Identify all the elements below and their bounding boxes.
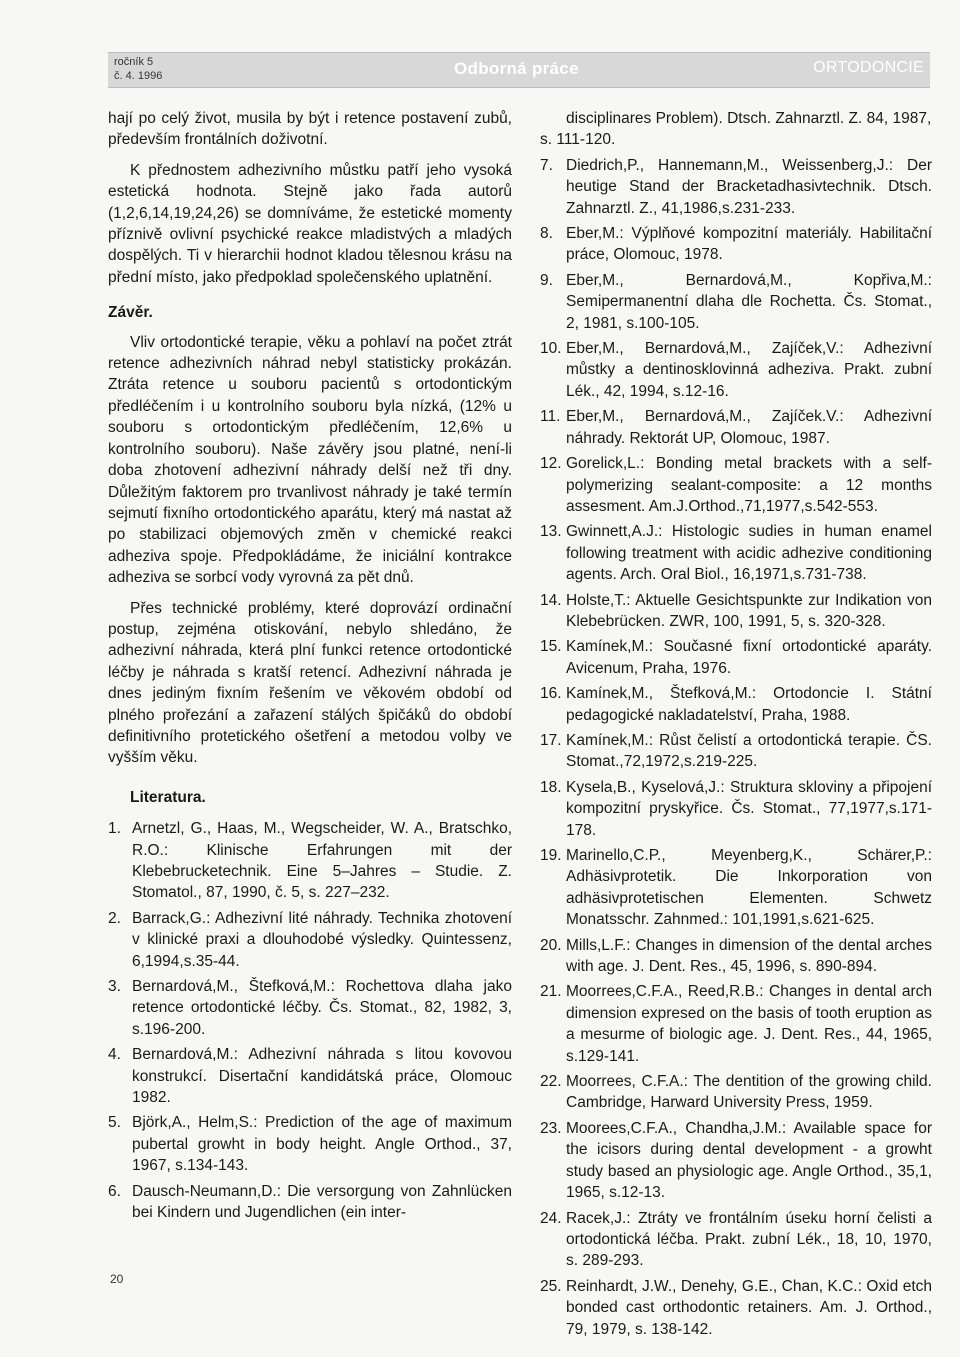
conclusion-paragraph: Přes technické problémy, které doprovází ordinační postup, zejména otiskování, nebylo shledáno, že adhezivní náhrada, která plní funkci retence ortodontické léčby je náhrada s kratší retencí. Adhezivní náhrada je dnes jediným fixním řešením ve věkovém období od plného prořezání a zařazení stálých špičáků do období definitivního protetického ošetření a metodou volby ve vyšším věku. bbox=[108, 599, 512, 767]
body-paragraph: hají po celý život, musila by být i retence postavení zubů, především frontálních doživotní. bbox=[108, 110, 512, 149]
reference-number: 11. bbox=[540, 408, 561, 426]
reference-number: 4. bbox=[108, 1046, 121, 1064]
reference-text: Kysela,B., Kyselová,J.: Struktura skloviny a připojení kompozitní pryskyřice. Čs. Stomat., 77,1977,s.171-178. bbox=[566, 778, 932, 839]
reference-text: disciplinares Problem). Dtsch. Zahnarztl. Z. 84, 1987, s. 111-120. bbox=[540, 110, 932, 149]
reference-item bbox=[540, 730, 932, 773]
reference-continuation bbox=[540, 108, 932, 151]
reference-item bbox=[540, 981, 932, 1067]
reference-text: Gorelick,L.: Bonding metal brackets with a self-polymerizing sealant-composite: a 12 months assesment. Am.J.Orthod.,71,1977,s.542-553. bbox=[566, 455, 932, 515]
reference-item bbox=[108, 1181, 512, 1224]
reference-text: Mills,L.F.: Changes in dimension of the dental arches with age. J. Dent. Res., 45, 1996, s. 890-894. bbox=[566, 936, 932, 976]
reference-number: 18. bbox=[540, 778, 562, 796]
reference-item bbox=[540, 590, 932, 633]
reference-item bbox=[108, 976, 512, 1040]
conclusion-paragraph: Vliv ortodontické terapie, věku a pohlaví na počet ztrát retence adhezivních náhrad nebyl statisticky prokázán. Ztráta retence u souboru pacientů s ortodontickým předléčením i u kontrolního souboru byla nízká, (12% u souboru s ortodontickým předléčením, 12,6% u kontrolního souboru). Naše závěry jsou platné, není-li doba zhotovení adhezivní náhrady delší než tři dny. Důležitým faktorem pro trvanlivost náhrady je také termín sejmutí fixního ortodontického aparátu, který má nastat až po stabilizaci objemových změn v chemické reakci adheziva spoje. Předpokládáme, že iniciální kontrakce adheziva se sorbcí vody vyrovná za pět dnů. bbox=[108, 333, 512, 587]
volume-label: ročník 5 bbox=[114, 56, 154, 68]
section-title: Odborná práce bbox=[454, 59, 579, 78]
reference-item bbox=[540, 1208, 932, 1272]
reference-text: Eber,M., Bernardová,M., Kopřiva,M.: Semipermanentní dlaha dle Rochetta. Čs. Stomat., 2, 1981, s.100-105. bbox=[566, 271, 932, 332]
reference-number: 23. bbox=[540, 1119, 562, 1137]
reference-text: Gwinnett,A.J.: Histologic sudies in human enamel following treatment with acidic adhezive conditioning agents. Arch. Oral Biol., 16,1971,s.731-738. bbox=[566, 523, 932, 584]
reference-item bbox=[540, 155, 932, 219]
issue-info bbox=[114, 55, 162, 83]
issue-label: č. 4. 1996 bbox=[114, 70, 163, 82]
reference-text: Dausch-Neumann,D.: Die versorgung von Zahnlücken bei Kindern und Jugendlichen (ein inter- bbox=[132, 1182, 512, 1222]
conclusion-heading: Závěr. bbox=[108, 304, 153, 322]
reference-item bbox=[540, 777, 932, 841]
reference-item bbox=[540, 453, 932, 517]
reference-text: Bernardová,M., Štefková,M.: Rochettova dlaha jako retence ortodontické léčby. Čs. Stomat., 82, 1982, 3, s.196-200. bbox=[132, 978, 512, 1038]
reference-item bbox=[108, 1112, 512, 1176]
reference-number: 14. bbox=[540, 591, 562, 609]
reference-number: 3. bbox=[108, 978, 121, 996]
reference-number: 20. bbox=[540, 936, 562, 954]
reference-text: Eber,M.: Výplňové kompozitní materiály. Habilitační práce, Olomouc, 1978. bbox=[566, 225, 932, 264]
reference-item bbox=[540, 636, 932, 679]
literature-heading: Literatura. bbox=[130, 788, 206, 806]
reference-item bbox=[540, 521, 932, 585]
reference-number: 6. bbox=[108, 1182, 121, 1200]
reference-number: 9. bbox=[540, 271, 553, 289]
reference-item bbox=[540, 845, 932, 931]
reference-number: 10. bbox=[540, 340, 562, 358]
reference-item bbox=[108, 818, 512, 904]
reference-text: Reinhardt, J.W., Denehy, G.E., Chan, K.C.: Oxid etch bonded cast orthodontic retainers. Am. J. Orthod., 79, 1979, s. 138-142. bbox=[566, 1277, 932, 1338]
body-paragraph: K přednostem adhezivního můstku patří jeho vysoká estetická hodnota. Stejně jako řada autorů (1,2,6,14,19,24,26) se domníváme, že estetické momenty příznivě ovlivní psychické reakce mladistvých a mladých dospělých. Ti v hierarchii hodnot kladou tělesnou krásu na přední místo, jako předpoklad společenského uplatnění. bbox=[108, 161, 512, 286]
reference-item bbox=[540, 223, 932, 266]
reference-number: 12. bbox=[540, 455, 562, 473]
reference-text: Moorrees,C.F.A., Reed,R.B.: Changes in dental arch dimension expresed on the basis of tooth eruption as a mesurme of biologic age. J. Dent. Res., 44, 1965, s.129-141. bbox=[566, 983, 932, 1065]
left-column bbox=[108, 108, 512, 1228]
reference-item bbox=[540, 1118, 932, 1204]
reference-item bbox=[540, 683, 932, 726]
reference-text: Bernardová,M.: Adhezivní náhrada s litou kovovou konstrukcí. Disertační kandidátská práce, Olomouc 1982. bbox=[132, 1046, 512, 1107]
reference-text: Arnetzl, G., Haas, M., Wegscheider, W. A., Bratschko, R.O.: Klinische Erfahrungen mit der Klebebrucketechnik. Eine 5–Jahres – Studie. Z. Stomatol., 87, 1990, č. 5, s. 227–232. bbox=[132, 820, 512, 902]
reference-item bbox=[540, 406, 932, 449]
reference-text: Björk,A., Helm,S.: Prediction of the age of maximum pubertal growht in body height. Angle Orthod., 37, 1967, s.134-143. bbox=[132, 1114, 512, 1175]
reference-number: 13. bbox=[540, 523, 562, 541]
reference-text: Marinello,C.P., Meyenberg,K., Schärer,P.: Adhäsivprotetik. Die Inkorporation von adhäsivprotetischen Elementen. Schwetz Monatsschr. Zahnmed.: 101,1991,s.621-625. bbox=[566, 847, 932, 929]
reference-number: 7. bbox=[540, 156, 553, 174]
reference-text: Moorrees, C.F.A.: The dentition of the growing child. Cambridge, Harward University Press, 1959. bbox=[566, 1073, 932, 1112]
running-header bbox=[108, 52, 930, 88]
reference-text: Moorees,C.F.A., Chandha,J.M.: Available space for the icisors during dental development - a growht study based an physiologic age. Angle Orthod., 35,1, 1965, s.12-13. bbox=[566, 1119, 932, 1202]
reference-text: Diedrich,P., Hannemann,M., Weissenberg,J.: Der heutige Stand der Bracketadhasivtechnik. Dtsch. Zahnarztl. Z., 41,1986,s.231-233. bbox=[566, 156, 932, 217]
page-number: 20 bbox=[110, 1272, 124, 1286]
reference-text: Racek,J.: Ztráty ve frontálním úseku horní čelisti a ortodontická léčba. Prakt. zubní Lék., 18, 10, 1970, s. 289-293. bbox=[566, 1209, 932, 1270]
reference-number: 21. bbox=[540, 983, 562, 1001]
reference-number: 15. bbox=[540, 638, 562, 656]
reference-text: Eber,M., Bernardová,M., Zajíček,V.: Adhezivní můstky a dentinosklovinná adheziva. Prakt. zubní Lék., 42, 1994, s.12-16. bbox=[566, 340, 932, 400]
reference-number: 25. bbox=[540, 1277, 562, 1295]
reference-number: 19. bbox=[540, 847, 562, 864]
reference-item bbox=[540, 338, 932, 402]
reference-item bbox=[540, 1071, 932, 1114]
reference-item bbox=[540, 1276, 932, 1340]
reference-item bbox=[108, 1044, 512, 1108]
reference-number: 1. bbox=[108, 820, 121, 838]
reference-text: Barrack,G.: Adhezivní lité náhrady. Technika zhotovení v klinické praxi a dlouhodobé výsledky. Quintessenz, 6,1994,s.35-44. bbox=[132, 909, 512, 970]
reference-text: Holste,T.: Aktuelle Gesichtspunkte zur Indikation von Klebebrücken. ZWR, 100, 1991, 5, s. 320-328. bbox=[566, 591, 932, 630]
journal-title: ORTODONCIE bbox=[813, 59, 924, 76]
reference-number: 2. bbox=[108, 909, 121, 927]
reference-number: 5. bbox=[108, 1114, 121, 1132]
reference-number: 22. bbox=[540, 1073, 562, 1091]
reference-number: 8. bbox=[540, 225, 553, 243]
reference-number: 16. bbox=[540, 685, 562, 703]
reference-text: Eber,M., Bernardová,M., Zajíček.V.: Adhezivní náhrady. Rektorát UP, Olomouc, 1987. bbox=[566, 408, 932, 447]
reference-number: 17. bbox=[540, 731, 562, 749]
reference-text: Kamínek,M.: Růst čelistí a ortodontická terapie. ČS. Stomat.,72,1972,s.219-225. bbox=[566, 731, 932, 771]
reference-item bbox=[540, 270, 932, 334]
reference-number: 24. bbox=[540, 1209, 562, 1227]
reference-text: Kamínek,M.: Současné fixní ortodontické aparáty. Avicenum, Praha, 1976. bbox=[566, 638, 932, 677]
reference-item bbox=[108, 908, 512, 972]
reference-item bbox=[540, 935, 932, 978]
reference-text: Kamínek,M., Štefková,M.: Ortodoncie I. Státní pedagogické nakladatelství, Praha, 1988. bbox=[566, 685, 932, 724]
right-column bbox=[540, 108, 932, 1344]
